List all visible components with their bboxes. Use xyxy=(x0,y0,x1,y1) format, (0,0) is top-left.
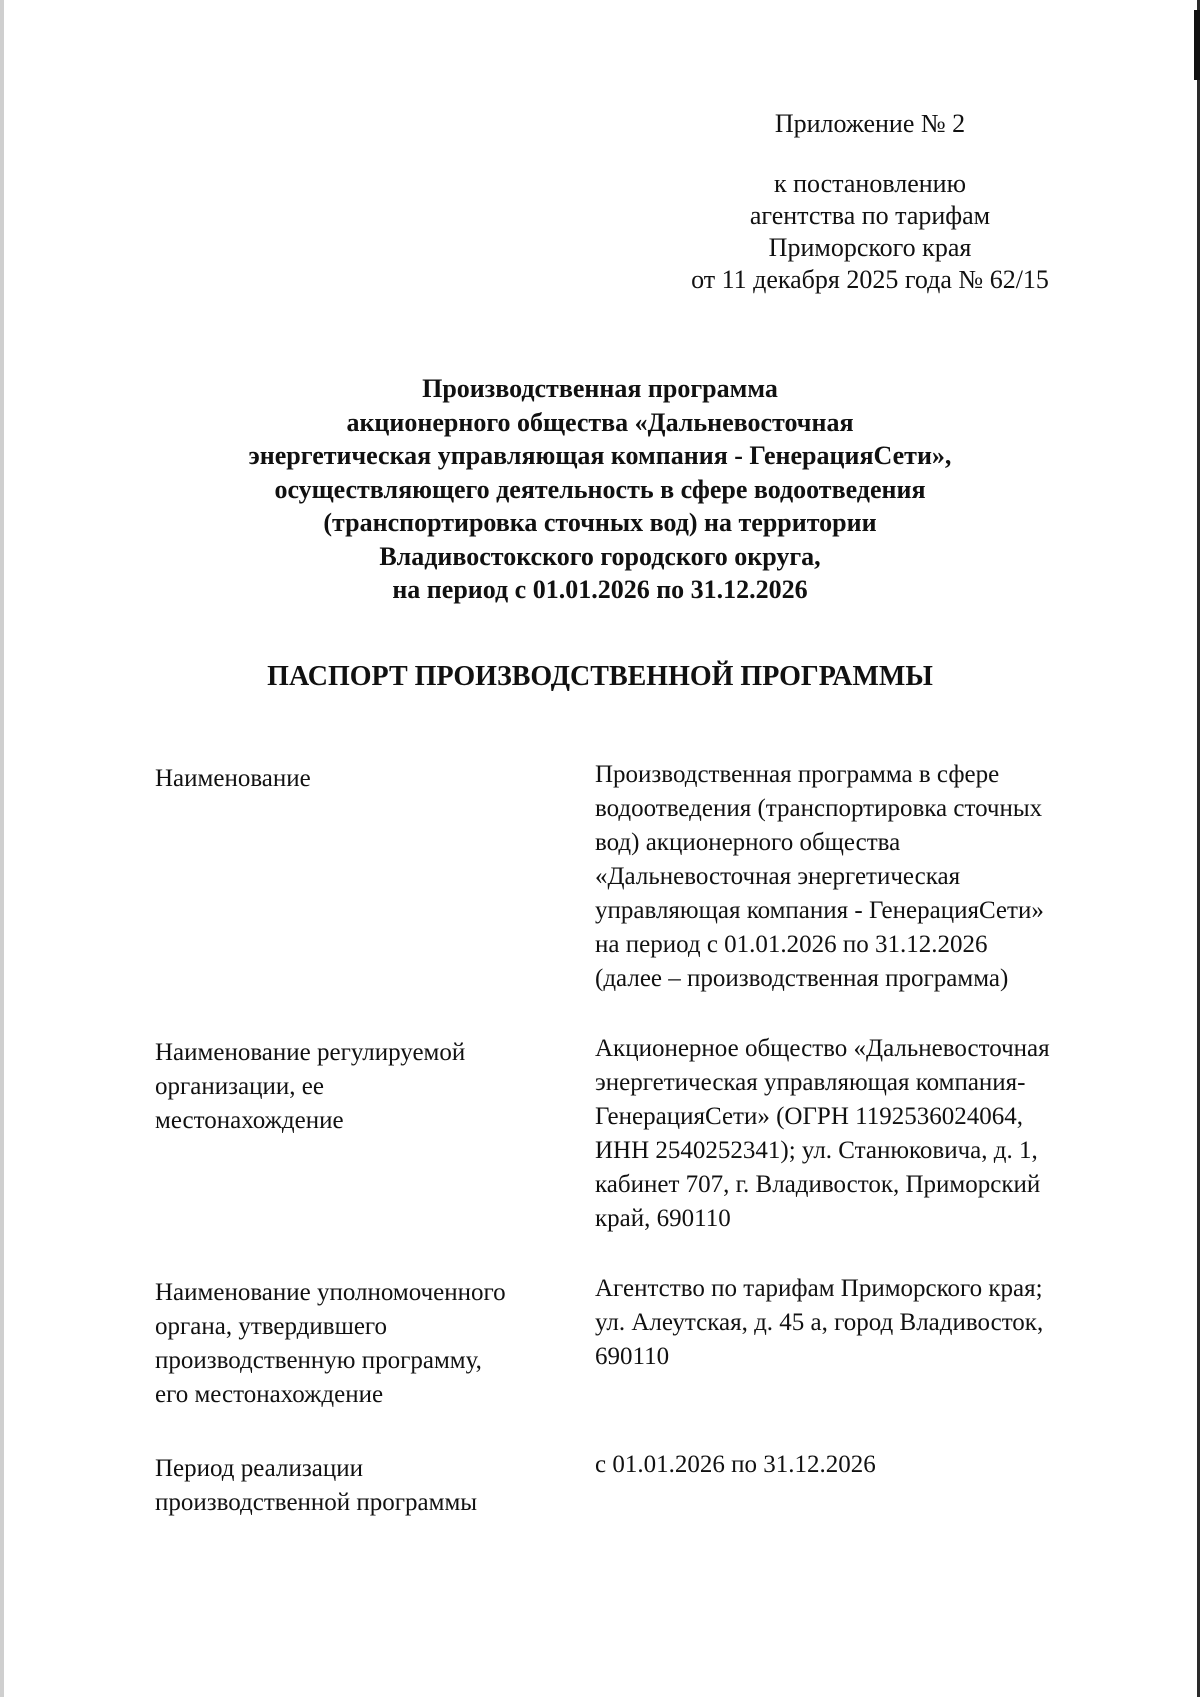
row-label xyxy=(155,758,595,796)
label-line: Наименование xyxy=(155,765,311,792)
value-line: вод) акционерного общества xyxy=(595,829,901,856)
value-line: Производственная программа в сфере xyxy=(595,761,1000,788)
label-line: Наименование регулируемой xyxy=(155,1039,466,1066)
row-value xyxy=(595,1032,1115,1236)
passport-table xyxy=(155,758,1115,1556)
document-title xyxy=(150,372,1050,607)
row-value xyxy=(595,758,1115,996)
passport-heading: ПАСПОРТ ПРОИЗВОДСТВЕННОЙ ПРОГРАММЫ xyxy=(267,661,933,692)
passport-row-name xyxy=(155,758,1115,996)
value-line: кабинет 707, г. Владивосток, Приморский xyxy=(595,1171,1041,1198)
value-line: Акционерное общество «Дальневосточная xyxy=(595,1035,1050,1062)
row-label xyxy=(155,1272,595,1412)
value-line: управляющая компания - ГенерацияСети» xyxy=(595,897,1044,924)
passport-row-authority xyxy=(155,1272,1115,1412)
title-line: (транспортировка сточных вод) на территории xyxy=(323,508,877,537)
label-line: организации, ее xyxy=(155,1073,324,1100)
title-line: на период с 01.01.2026 по 31.12.2026 xyxy=(392,575,808,604)
value-line: ГенерацияСети» (ОГРН 1192536024064, xyxy=(595,1103,1023,1130)
title-line: энергетическая управляющая компания - ГенерацияСети», xyxy=(248,441,952,470)
approval-agency: агентства по тарифам xyxy=(749,201,991,230)
label-line: Период реализации xyxy=(155,1455,363,1482)
value-line: край, 690110 xyxy=(595,1205,731,1232)
title-line: осуществляющего деятельность в сфере водоотведения xyxy=(274,474,926,504)
label-line: его местонахождение xyxy=(155,1381,384,1408)
label-line: Наименование уполномоченного xyxy=(155,1279,506,1306)
approval-to: к постановлению xyxy=(773,169,967,198)
label-line: производственную программу, xyxy=(155,1347,482,1374)
annex-number: Приложение № 2 xyxy=(774,109,966,138)
approval-block xyxy=(690,108,1050,296)
value-line: Агентство по тарифам Приморского края; xyxy=(595,1275,1043,1302)
row-label xyxy=(155,1448,595,1520)
label-line: производственной программы xyxy=(155,1489,478,1516)
value-line: с 01.01.2026 по 31.12.2026 xyxy=(595,1451,876,1478)
value-line: «Дальневосточная энергетическая xyxy=(595,863,961,890)
passport-row-period xyxy=(155,1448,1115,1520)
row-value xyxy=(595,1272,1115,1374)
value-line: энергетическая управляющая компания- xyxy=(595,1069,1026,1096)
page-left-edge xyxy=(0,0,4,1697)
label-line: органа, утвердившего xyxy=(155,1313,388,1340)
approval-date-number: от 11 декабря 2025 года № 62/15 xyxy=(691,265,1049,294)
passport-row-organization xyxy=(155,1032,1115,1236)
title-line: Владивостокского городского округа, xyxy=(379,541,821,571)
value-line: водоотведения (транспортировка сточных xyxy=(595,795,1043,822)
row-value xyxy=(595,1448,1115,1482)
scan-edge-mark xyxy=(1194,10,1200,80)
title-line: Производственная программа xyxy=(422,374,778,403)
value-line: 690110 xyxy=(595,1343,670,1370)
title-line: акционерного общества «Дальневосточная xyxy=(346,407,854,437)
approval-region: Приморского края xyxy=(768,233,972,262)
value-line: ИНН 2540252341); ул. Станюковича, д. 1, xyxy=(595,1137,1038,1164)
value-line: (далее – производственная программа) xyxy=(595,965,1009,992)
row-label xyxy=(155,1032,595,1138)
value-line: на период с 01.01.2026 по 31.12.2026 xyxy=(595,931,988,958)
value-line: ул. Алеутская, д. 45 а, город Владивосток, xyxy=(595,1309,1044,1336)
label-line: местонахождение xyxy=(155,1107,344,1134)
